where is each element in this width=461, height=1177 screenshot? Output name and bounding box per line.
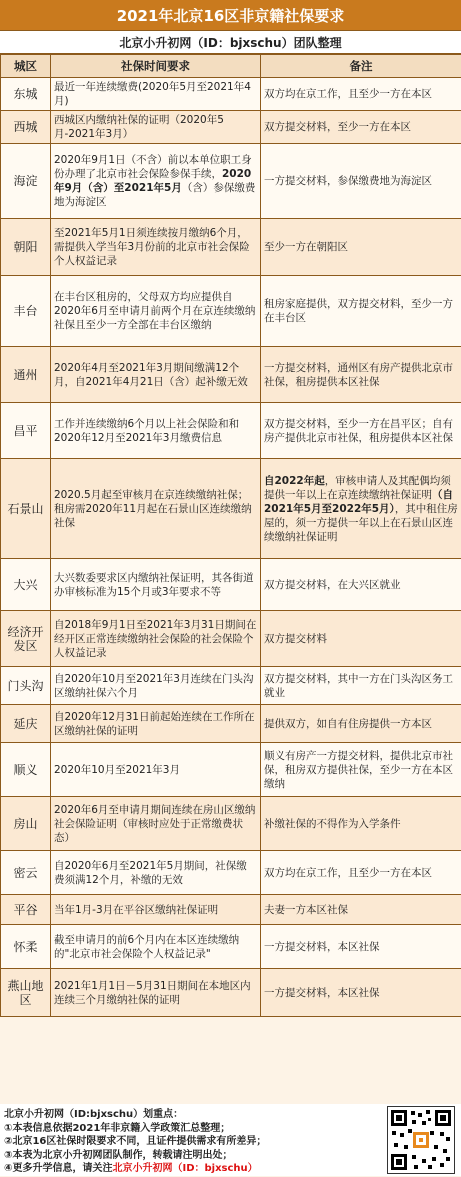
table-row xyxy=(1,78,461,111)
row-city: 平谷 xyxy=(1,895,51,925)
row-requirement: 自2020年10月至2021年3月连续在门头沟区缴纳社保六个月 xyxy=(51,667,261,705)
row-requirement xyxy=(51,144,261,219)
table-row xyxy=(1,144,461,219)
row-city: 门头沟 xyxy=(1,667,51,705)
row-city: 房山 xyxy=(1,797,51,851)
req-part: 2020年9月1日（不含）前以本单位职工身份办理了北京市社会保险参保手续， xyxy=(54,154,252,180)
footer-lines xyxy=(4,1108,344,1176)
footer-line: ①本表信息依据2021年非京籍入学政策汇总整理； xyxy=(4,1122,344,1136)
footer-heading: 北京小升初网（ID:bjxschu）划重点： xyxy=(4,1108,344,1122)
row-city: 西城 xyxy=(1,111,51,144)
row-note xyxy=(261,459,461,559)
row-requirement: 截至申请月的前6个月内在本区连续缴纳的"北京市社会保险个人权益记录" xyxy=(51,925,261,969)
row-note: 双方提交材料，至少一方在本区 xyxy=(261,111,461,144)
row-note: 双方提交材料 xyxy=(261,611,461,667)
row-requirement: 2021年1月1日－5月31日期间在本地区内连续三个月缴纳社保的证明 xyxy=(51,969,261,1017)
footer-line-prefix: ④更多升学信息，请关注 xyxy=(4,1163,112,1174)
row-note: 双方均在京工作，且至少一方在本区 xyxy=(261,851,461,895)
row-note: 双方提交材料，在大兴区就业 xyxy=(261,559,461,611)
table-row xyxy=(1,403,461,459)
row-city: 海淀 xyxy=(1,144,51,219)
row-city: 大兴 xyxy=(1,559,51,611)
row-requirement: 自2020年12月31日前起始连续在工作所在区缴纳社保的证明 xyxy=(51,705,261,743)
row-city: 丰台 xyxy=(1,276,51,347)
footer-line xyxy=(4,1162,344,1176)
page-title: 2021年北京16区非京籍社保要求 xyxy=(0,0,461,31)
row-city: 朝阳 xyxy=(1,219,51,276)
footer-account-name: 北京小升初网（ID：bjxschu） xyxy=(112,1163,257,1174)
table-row xyxy=(1,219,461,276)
policy-table xyxy=(0,54,461,1017)
row-note: 双方均在京工作，且至少一方在本区 xyxy=(261,78,461,111)
row-note: 提供双方，如自有住房提供一方本区 xyxy=(261,705,461,743)
row-requirement: 2020年6月至申请月期间连续在房山区缴纳社会保险证明（审核时应处于正常缴费状态） xyxy=(51,797,261,851)
row-requirement: 2020年10月至2021年3月 xyxy=(51,743,261,797)
table-row xyxy=(1,705,461,743)
table-row xyxy=(1,667,461,705)
page-subtitle: 北京小升初网（ID：bjxschu）团队整理 xyxy=(0,31,461,54)
req-bold: 2020年9月（含）至2021年5月 xyxy=(54,168,251,194)
table-row xyxy=(1,347,461,403)
row-city: 顺义 xyxy=(1,743,51,797)
footer-line: ②北京16区社保时限要求不同，且证件提供需求有所差异； xyxy=(4,1135,344,1149)
row-requirement: 工作并连续缴纳6个月以上社会保险和和2020年12月至2021年3月缴费信息 xyxy=(51,403,261,459)
row-requirement: 当年1月-3月在平谷区缴纳社保证明 xyxy=(51,895,261,925)
header-note: 备注 xyxy=(261,55,461,78)
note-part: ，审核申请人及其配偶均须提供一年以上在京连续缴纳社保证明 xyxy=(264,475,451,501)
note-part: ，其中租住房屋的，须一方提供一年以上在石景山区连续缴纳社保证明 xyxy=(264,503,458,543)
row-note: 一方提交材料，参保缴费地为海淀区 xyxy=(261,144,461,219)
row-note: 一方提交材料，通州区有房产提供北京市社保，租房提供本区社保 xyxy=(261,347,461,403)
row-requirement: 至2021年5月1日须连续按月缴纳6个月，需提供入学当年3月份前的北京市社会保险个人权益记录 xyxy=(51,219,261,276)
row-note: 双方提交材料，至少一方在昌平区；自有房产提供北京市社保，租房提供本区社保 xyxy=(261,403,461,459)
table-row xyxy=(1,559,461,611)
footer-notes xyxy=(0,1104,461,1176)
table-row xyxy=(1,743,461,797)
row-note: 夫妻一方本区社保 xyxy=(261,895,461,925)
footer-line: ③本表为北京小升初网团队制作，转载请注明出处； xyxy=(4,1149,344,1163)
row-requirement: 2020年4月至2021年3月期间缴满12个月，自2021年4月21日（含）起补缴无效 xyxy=(51,347,261,403)
table-header-row xyxy=(1,55,461,78)
row-requirement: 最近一年连续缴费(2020年5月至2021年4月) xyxy=(51,78,261,111)
table-row xyxy=(1,111,461,144)
row-note: 一方提交材料，本区社保 xyxy=(261,925,461,969)
header-city: 城区 xyxy=(1,55,51,78)
row-note: 至少一方在朝阳区 xyxy=(261,219,461,276)
table-row xyxy=(1,797,461,851)
row-note: 双方提交材料，其中一方在门头沟区务工就业 xyxy=(261,667,461,705)
row-note: 租房家庭提供，双方提交材料，至少一方在丰台区 xyxy=(261,276,461,347)
row-note: 补缴社保的不得作为入学条件 xyxy=(261,797,461,851)
note-bold: 自2022年起 xyxy=(264,475,325,487)
row-city: 经济开发区 xyxy=(1,611,51,667)
row-city: 东城 xyxy=(1,78,51,111)
table-row xyxy=(1,276,461,347)
row-note: 一方提交材料，本区社保 xyxy=(261,969,461,1017)
row-requirement: 在丰台区租房的，父母双方均应提供自2020年6月至申请月前两个月在京连续缴纳社保且至少一方全部在丰台区缴纳 xyxy=(51,276,261,347)
qr-code-icon xyxy=(387,1106,455,1174)
row-requirement: 西城区内缴纳社保的证明（2020年5月-2021年3月） xyxy=(51,111,261,144)
table-row xyxy=(1,895,461,925)
row-city: 怀柔 xyxy=(1,925,51,969)
row-city: 燕山地区 xyxy=(1,969,51,1017)
row-requirement: 自2020年6月至2021年5月期间，社保缴费须满12个月，补缴的无效 xyxy=(51,851,261,895)
row-requirement: 大兴数委要求区内缴纳社保证明，其各街道办审核标准为15个月或3年要求不等 xyxy=(51,559,261,611)
row-note: 顺义有房产一方提交材料，提供北京市社保，租房双方提供社保，至少一方在本区缴纳 xyxy=(261,743,461,797)
row-city: 昌平 xyxy=(1,403,51,459)
row-requirement: 2020.5月起至审核月在京连续缴纳社保；租房需2020年11月起在石景山区连续缴纳社保 xyxy=(51,459,261,559)
table-row xyxy=(1,925,461,969)
table-row xyxy=(1,851,461,895)
table-row xyxy=(1,611,461,667)
header-requirement: 社保时间要求 xyxy=(51,55,261,78)
row-city: 延庆 xyxy=(1,705,51,743)
table-row xyxy=(1,459,461,559)
row-city: 密云 xyxy=(1,851,51,895)
req-part: （含）参保缴费地为海淀区 xyxy=(54,182,255,208)
row-requirement: 自2018年9月1日至2021年3月31日期间在经开区正常连续缴纳社会保险的社会保险个人权益记录 xyxy=(51,611,261,667)
row-city: 石景山 xyxy=(1,459,51,559)
table-row xyxy=(1,969,461,1017)
row-city: 通州 xyxy=(1,347,51,403)
note-bold: （自2021年5月至2022年5月） xyxy=(264,489,453,515)
